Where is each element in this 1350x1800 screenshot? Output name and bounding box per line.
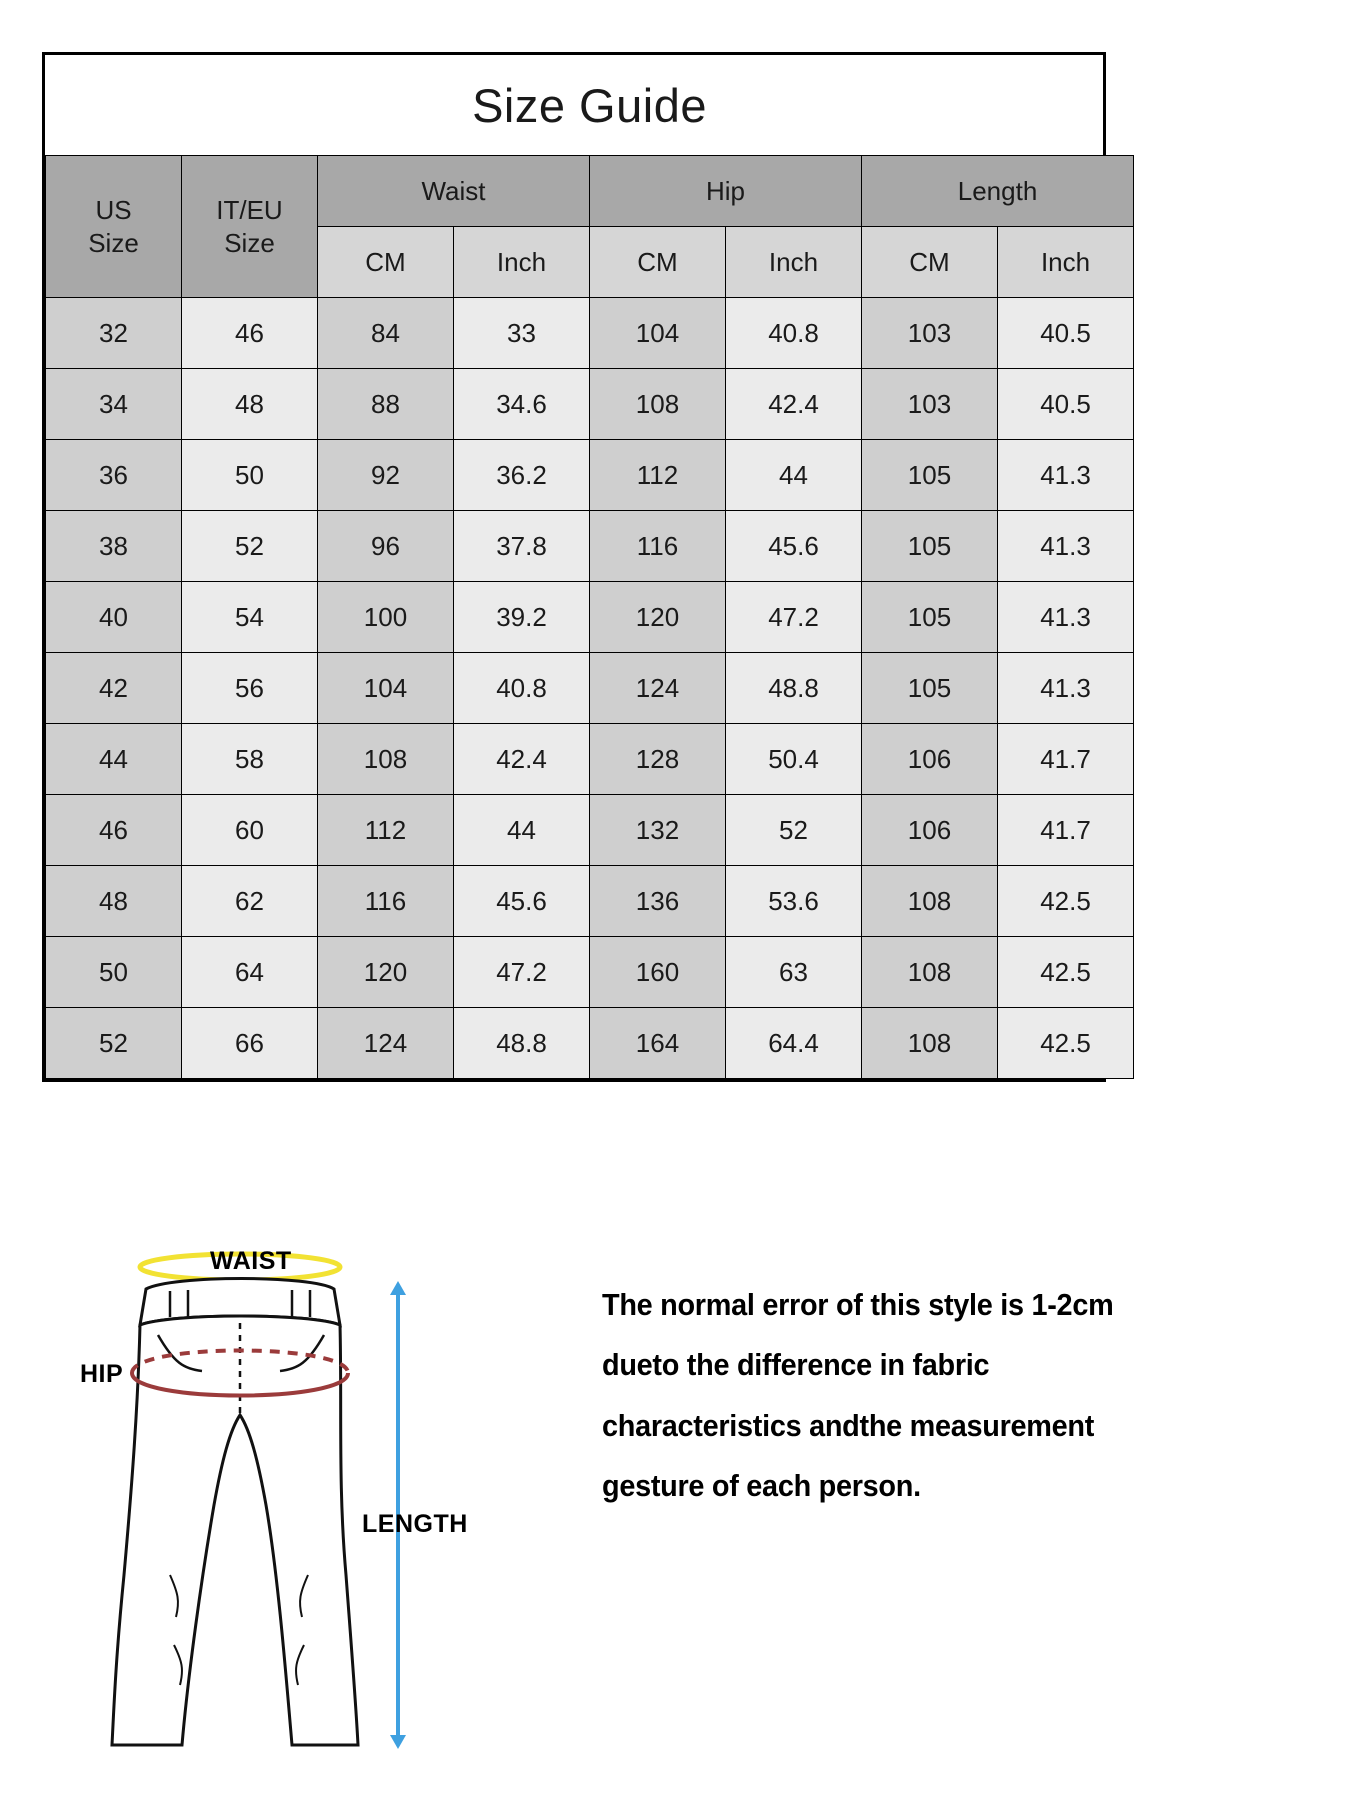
cell-length-cm: 105 <box>862 582 998 653</box>
cell-hip-cm: 108 <box>590 369 726 440</box>
header-us-line1: US <box>95 195 132 225</box>
table-row <box>46 369 1134 440</box>
cell-length-inch: 42.5 <box>998 866 1134 937</box>
cell-eu-size: 50 <box>182 440 318 511</box>
cell-waist-inch: 34.6 <box>454 369 590 440</box>
cell-hip-cm: 124 <box>590 653 726 724</box>
cell-waist-inch: 45.6 <box>454 866 590 937</box>
trousers-measurement-diagram <box>62 1245 492 1765</box>
cell-eu-size: 48 <box>182 369 318 440</box>
measurement-note <box>602 1275 1253 1517</box>
header-hip-inch: Inch <box>726 227 862 298</box>
cell-length-inch: 40.5 <box>998 369 1134 440</box>
cell-us-size: 38 <box>46 511 182 582</box>
length-arrow-top-icon <box>390 1281 406 1295</box>
cell-waist-inch: 42.4 <box>454 724 590 795</box>
header-hip-cm: CM <box>590 227 726 298</box>
cell-eu-size: 66 <box>182 1008 318 1079</box>
cell-waist-inch: 40.8 <box>454 653 590 724</box>
cell-length-cm: 106 <box>862 724 998 795</box>
cell-eu-size: 58 <box>182 724 318 795</box>
table-row <box>46 653 1134 724</box>
length-arrow-bottom-icon <box>390 1735 406 1749</box>
page-title: Size Guide <box>46 55 1134 156</box>
cell-eu-size: 46 <box>182 298 318 369</box>
cell-length-cm: 103 <box>862 369 998 440</box>
cell-eu-size: 64 <box>182 937 318 1008</box>
header-waist-cm: CM <box>318 227 454 298</box>
cell-length-cm: 108 <box>862 866 998 937</box>
cell-waist-cm: 112 <box>318 795 454 866</box>
cell-hip-cm: 104 <box>590 298 726 369</box>
cell-waist-cm: 88 <box>318 369 454 440</box>
cell-waist-inch: 47.2 <box>454 937 590 1008</box>
table-row <box>46 937 1134 1008</box>
table-row <box>46 582 1134 653</box>
cell-hip-inch: 50.4 <box>726 724 862 795</box>
cell-hip-inch: 48.8 <box>726 653 862 724</box>
header-us-size <box>46 156 182 298</box>
trousers-illustration-svg <box>62 1245 492 1765</box>
header-waist-inch: Inch <box>454 227 590 298</box>
measurement-section <box>42 1245 1312 1765</box>
cell-length-inch: 42.5 <box>998 937 1134 1008</box>
cell-waist-cm: 120 <box>318 937 454 1008</box>
header-hip-group: Hip <box>590 156 862 227</box>
cell-length-inch: 41.3 <box>998 653 1134 724</box>
table-row <box>46 298 1134 369</box>
cell-length-inch: 42.5 <box>998 1008 1134 1079</box>
cell-waist-inch: 36.2 <box>454 440 590 511</box>
cell-hip-inch: 47.2 <box>726 582 862 653</box>
cell-us-size: 32 <box>46 298 182 369</box>
cell-waist-cm: 100 <box>318 582 454 653</box>
table-row <box>46 440 1134 511</box>
cell-eu-size: 52 <box>182 511 318 582</box>
cell-hip-inch: 42.4 <box>726 369 862 440</box>
hip-label: HIP <box>80 1360 124 1388</box>
cell-us-size: 36 <box>46 440 182 511</box>
note-line-2: dueto the difference in fabric <box>602 1347 990 1383</box>
cell-length-cm: 105 <box>862 653 998 724</box>
cell-hip-cm: 120 <box>590 582 726 653</box>
cell-waist-cm: 108 <box>318 724 454 795</box>
table-row <box>46 511 1134 582</box>
cell-us-size: 44 <box>46 724 182 795</box>
table-row <box>46 1008 1134 1079</box>
cell-length-inch: 41.3 <box>998 511 1134 582</box>
cell-length-inch: 41.7 <box>998 795 1134 866</box>
cell-length-cm: 106 <box>862 795 998 866</box>
cell-waist-inch: 33 <box>454 298 590 369</box>
table-title-row <box>46 55 1134 156</box>
header-us-line2: Size <box>88 227 139 258</box>
cell-us-size: 52 <box>46 1008 182 1079</box>
trousers-outline <box>112 1316 358 1745</box>
cell-length-inch: 40.5 <box>998 298 1134 369</box>
cell-hip-inch: 45.6 <box>726 511 862 582</box>
header-length-inch: Inch <box>998 227 1134 298</box>
table-row <box>46 724 1134 795</box>
cell-hip-inch: 53.6 <box>726 866 862 937</box>
cell-us-size: 46 <box>46 795 182 866</box>
cell-hip-cm: 136 <box>590 866 726 937</box>
header-it-eu-size <box>182 156 318 298</box>
cell-us-size: 34 <box>46 369 182 440</box>
cell-waist-cm: 104 <box>318 653 454 724</box>
cell-waist-inch: 39.2 <box>454 582 590 653</box>
cell-length-cm: 108 <box>862 1008 998 1079</box>
cell-hip-inch: 63 <box>726 937 862 1008</box>
table-row <box>46 795 1134 866</box>
cell-hip-cm: 160 <box>590 937 726 1008</box>
table-row <box>46 866 1134 937</box>
cell-waist-cm: 96 <box>318 511 454 582</box>
cell-waist-cm: 116 <box>318 866 454 937</box>
header-length-group: Length <box>862 156 1134 227</box>
cell-length-cm: 103 <box>862 298 998 369</box>
cell-hip-cm: 128 <box>590 724 726 795</box>
cell-hip-inch: 40.8 <box>726 298 862 369</box>
cell-hip-inch: 44 <box>726 440 862 511</box>
size-table <box>45 55 1134 1079</box>
note-line-4: gesture of each person. <box>602 1468 921 1504</box>
cell-eu-size: 54 <box>182 582 318 653</box>
cell-waist-inch: 37.8 <box>454 511 590 582</box>
cell-us-size: 48 <box>46 866 182 937</box>
cell-hip-inch: 52 <box>726 795 862 866</box>
note-line-1: The normal error of this style is 1-2cm <box>602 1287 1114 1322</box>
cell-length-cm: 105 <box>862 440 998 511</box>
cell-waist-cm: 124 <box>318 1008 454 1079</box>
waist-label: WAIST <box>210 1247 292 1275</box>
cell-length-inch: 41.7 <box>998 724 1134 795</box>
cell-hip-cm: 164 <box>590 1008 726 1079</box>
cell-waist-cm: 84 <box>318 298 454 369</box>
cell-hip-cm: 112 <box>590 440 726 511</box>
cell-length-cm: 108 <box>862 937 998 1008</box>
cell-length-inch: 41.3 <box>998 582 1134 653</box>
cell-waist-inch: 48.8 <box>454 1008 590 1079</box>
cell-waist-inch: 44 <box>454 795 590 866</box>
cell-eu-size: 62 <box>182 866 318 937</box>
cell-hip-cm: 116 <box>590 511 726 582</box>
cell-us-size: 40 <box>46 582 182 653</box>
cell-us-size: 50 <box>46 937 182 1008</box>
header-waist-group: Waist <box>318 156 590 227</box>
cell-waist-cm: 92 <box>318 440 454 511</box>
cell-length-cm: 105 <box>862 511 998 582</box>
cell-us-size: 42 <box>46 653 182 724</box>
header-eu-line2: Size <box>224 227 275 258</box>
note-line-3: characteristics andthe measurement <box>602 1407 1095 1443</box>
length-label: LENGTH <box>362 1510 468 1538</box>
cell-eu-size: 60 <box>182 795 318 866</box>
table-group-header-row <box>46 156 1134 227</box>
cell-eu-size: 56 <box>182 653 318 724</box>
cell-hip-inch: 64.4 <box>726 1008 862 1079</box>
header-length-cm: CM <box>862 227 998 298</box>
cell-hip-cm: 132 <box>590 795 726 866</box>
header-eu-line1: IT/EU <box>216 195 283 225</box>
size-table-container <box>42 52 1106 1082</box>
cell-length-inch: 41.3 <box>998 440 1134 511</box>
